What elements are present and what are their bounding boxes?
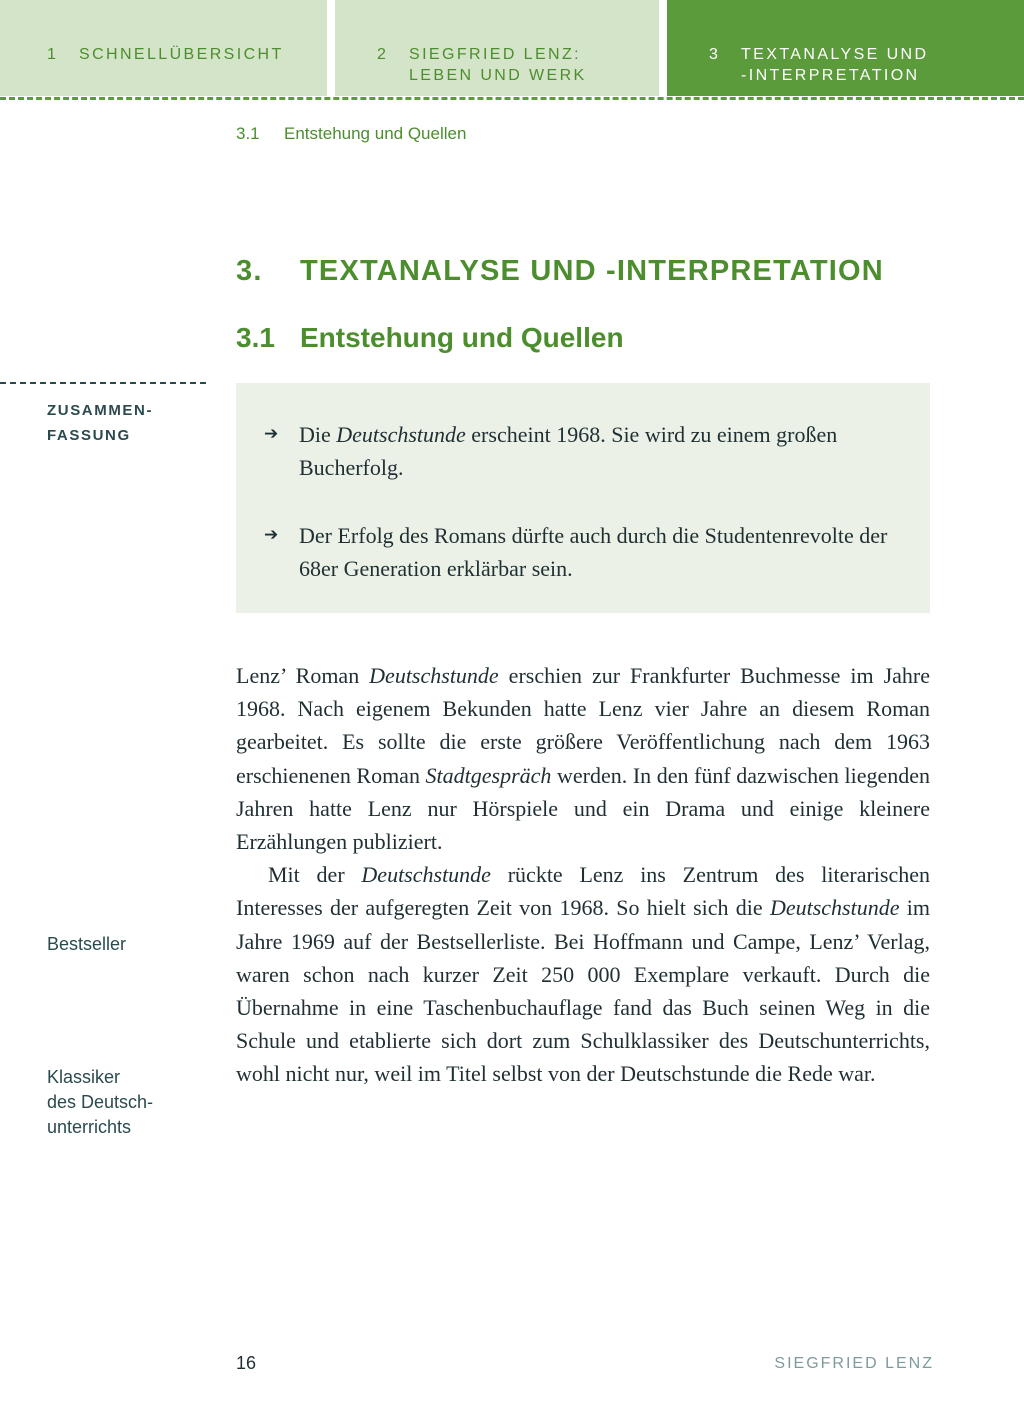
- tab-number: 1: [47, 46, 59, 63]
- text-run: Mit der: [268, 862, 362, 888]
- arrow-right-icon: ➔: [264, 424, 279, 444]
- page-number: 16: [236, 1353, 257, 1373]
- tab-label: [741, 44, 928, 96]
- tab-label-line: -INTERPRETATION: [741, 67, 920, 84]
- tab-leben-und-werk[interactable]: [335, 0, 659, 96]
- tab-number: 3: [709, 46, 721, 63]
- text-run: werden. In den fünf dazwischen liegenden Jahren hatte Lenz nur Hörspiele und ein Drama und einige kleinere Erzählungen publiziert.: [236, 762, 931, 855]
- paragraph: [236, 659, 930, 858]
- tab-textanalyse-active[interactable]: [667, 0, 1024, 96]
- tab-number: 2: [377, 46, 389, 63]
- text-run: Die: [299, 422, 337, 447]
- margin-dashed-rule: [0, 382, 206, 384]
- text-run: Lenz’ Roman: [236, 663, 370, 688]
- section-number: 3.1: [236, 322, 275, 353]
- text-run: im Jahre 1969 auf der Bestsellerliste. Bei Hoffmann und Campe, Lenz’ Verlag, waren schon nach kurzer Zeit 250 000 Exemplare verkauft. Durch die Übernahme in eine Taschenbuchauflage fand das Buch seinen Weg in die Schule und etablierte sich dort zum Schulklassiker des Deutschunterrichts, wohl nicht nur, weil im Titel selbst von der Deutschstunde die Rede war.: [236, 895, 930, 1087]
- italic-title: Deutschstunde: [336, 422, 466, 447]
- text-run: erscheint 1968. Sie wird zu einem großen Bucherfolg.: [299, 422, 838, 480]
- summary-box: [236, 383, 930, 613]
- running-head-number: 3.1: [236, 124, 260, 143]
- tab-label: SCHNELLÜBERSICHT: [79, 46, 284, 63]
- italic-title: Deutschstunde: [769, 895, 900, 921]
- tab-label: [409, 44, 587, 96]
- chapter-heading: [236, 255, 884, 288]
- text-run: rückte Lenz ins Zentrum des literarischen Interesses der aufgeregten Zeit von 1968. So hielt sich die: [236, 862, 930, 921]
- running-head: [236, 124, 466, 144]
- margin-note-bestseller: Bestseller: [47, 934, 127, 954]
- tab-label-line: LEBEN UND WERK: [409, 67, 587, 84]
- running-head-title: Entstehung und Quellen: [284, 124, 467, 143]
- summary-bullet-text: Der Erfolg des Romans dürfte auch durch die Studentenrevolte der 68er Generation erklärbar sein.: [299, 523, 888, 581]
- margin-label-line: ZUSAMMEN-: [47, 402, 154, 419]
- italic-title: Stadtgespräch: [425, 762, 552, 788]
- tab-label-line: TEXTANALYSE UND: [741, 46, 929, 63]
- text-run: erschien zur Frankfurter Buchmesse im Jahre 1968. Nach eigenem Bekunden hatte Lenz vier Jahre an diesem Roman gearbeitet. Es sollte die erste größere Veröffentlichung nach dem 1963 erschienenen Roman: [236, 663, 930, 788]
- summary-bullet: [264, 519, 900, 585]
- margin-label-line: FASSUNG: [47, 427, 131, 444]
- margin-summary-label: [47, 398, 153, 448]
- section-title: Entstehung und Quellen: [300, 322, 624, 353]
- arrow-right-icon: ➔: [264, 525, 279, 545]
- margin-note-line: unterrichts: [47, 1117, 132, 1137]
- margin-note-line: des Deutsch-: [47, 1092, 154, 1112]
- margin-note-line: Klassiker: [47, 1067, 121, 1087]
- paragraph: [236, 858, 930, 1090]
- chapter-title: TEXTANALYSE UND -INTERPRETATION: [300, 255, 884, 287]
- tab-schnelluebersicht[interactable]: [0, 0, 327, 96]
- chapter-tabs: [0, 0, 1024, 96]
- summary-bullet: [264, 418, 900, 484]
- chapter-number: 3.: [236, 255, 263, 287]
- section-heading: [236, 322, 624, 354]
- tab-label-line: SIEGFRIED LENZ:: [409, 46, 582, 63]
- summary-bullet-text: [299, 418, 900, 484]
- italic-title: Deutschstunde: [361, 862, 491, 888]
- italic-title: Deutschstunde: [369, 663, 499, 688]
- header-dashed-rule: [0, 97, 1024, 100]
- body-text: [236, 659, 930, 1091]
- margin-note-klassiker: [47, 1065, 153, 1140]
- footer-author: SIEGFRIED LENZ: [774, 1355, 934, 1372]
